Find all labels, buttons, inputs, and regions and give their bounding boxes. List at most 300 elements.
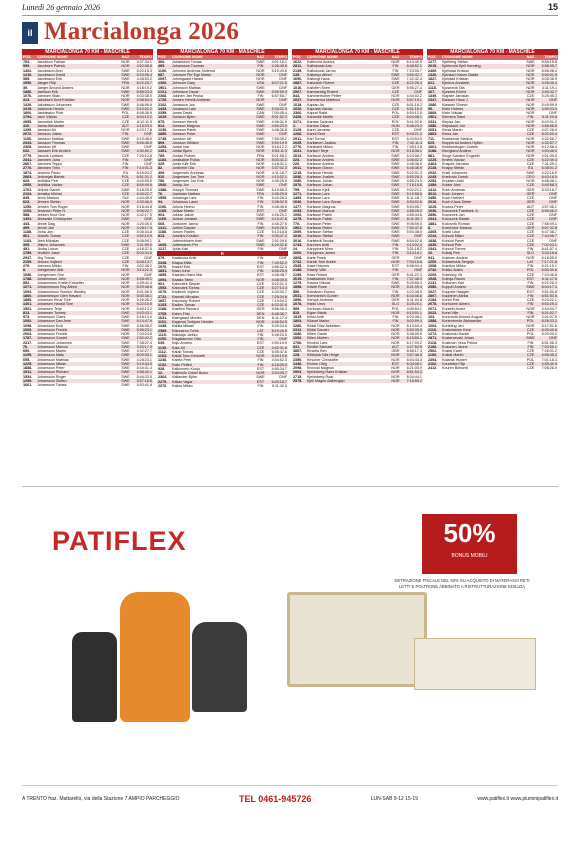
position-cell: 2856. [428, 213, 438, 217]
nation-cell: SWE [256, 119, 265, 124]
time-cell: 4:30:50.2 [136, 149, 152, 154]
position-cell: 1940. [158, 183, 168, 188]
time-cell: 3:43:17.3 [136, 344, 152, 349]
nation-cell: CZE [391, 128, 400, 132]
nation-cell: SWE [121, 353, 130, 358]
nation-cell: POL [121, 111, 130, 115]
name-cell: Jonsson Peter [172, 132, 196, 137]
position-cell: 1388. [158, 187, 168, 192]
table-row [22, 383, 153, 387]
nation-cell: SWE [391, 200, 400, 205]
position-cell: 753. [23, 60, 31, 64]
name-cell: Jensen Stefan [37, 200, 61, 205]
position-cell: 904. [158, 213, 166, 217]
name-cell: Klopperud Anders Hyllen [442, 140, 483, 145]
nation-cell: ITA [527, 166, 534, 171]
time-cell: 7:19:04.3 [271, 298, 287, 303]
name-cell: Karlsson Anders [307, 157, 334, 162]
position-cell: 2615. [293, 276, 303, 281]
time-cell: 5:58:35.7 [541, 64, 557, 69]
time-cell: DNF [279, 208, 287, 213]
nation-cell: NOR [391, 323, 400, 328]
name-cell: Kjell Magne Aalbergsjo [307, 378, 345, 383]
position-cell: 1196. [158, 68, 168, 73]
ad-website[interactable]: www.patiflex.it www.piuminipatiflex.it [477, 796, 558, 802]
column-title: MARCIALONGA 70 KM - MASCHILE [22, 49, 153, 55]
nation-cell: SWE [391, 174, 400, 179]
name-cell: Jentzsch Peter H. [37, 208, 67, 213]
time-cell: 4:11:16.7 [271, 170, 287, 175]
position-cell: 1665. [158, 242, 168, 247]
position-cell: 1078. [293, 302, 303, 307]
position-cell: 1225. [428, 157, 438, 162]
position-cell: 1200. [428, 259, 438, 264]
time-cell: DNF [549, 98, 557, 103]
name-cell: Korhonen Antero [442, 302, 470, 307]
time-cell: 5:51:50.8 [541, 289, 557, 294]
nation-cell: SWE [391, 179, 400, 183]
name-cell: Janoušek Martin [37, 119, 65, 124]
position-cell: 2722. [158, 294, 168, 299]
time-cell: 8:51:54.3 [406, 370, 422, 375]
time-cell: DNF [549, 196, 557, 200]
time-cell: DNF [279, 72, 287, 77]
position-cell: 2672. [23, 132, 33, 137]
name-cell: Kosonen Janne [442, 344, 468, 349]
position-cell: 1271. [293, 191, 303, 196]
time-cell: 4:43:43.1 [136, 310, 152, 315]
nation-cell: CZE [526, 196, 535, 200]
time-cell: 4:27:53.9 [406, 344, 422, 349]
nation-cell: NOR [391, 357, 400, 362]
time-cell: 6:21:05.9 [406, 366, 422, 370]
nation-cell: FIN [527, 344, 534, 349]
position-cell: 2075. [428, 302, 438, 307]
time-cell: DNF [144, 255, 152, 260]
nation-cell: SWE [256, 123, 265, 128]
position-cell: 1411. [158, 225, 168, 230]
position-cell: 789. [158, 153, 166, 158]
time-cell: 6:29:48.8 [136, 285, 152, 290]
nation-cell: SWE [121, 140, 130, 145]
time-cell: 9:02:59.4 [406, 319, 422, 324]
position-cell: 559. [293, 289, 301, 294]
time-cell: 5:20:00.0 [541, 332, 557, 336]
nation-cell: CZE [526, 217, 535, 222]
name-cell: Johansson Fredrik [37, 332, 68, 336]
name-cell: Kokalj Petr [442, 251, 460, 256]
nation-cell: LAT [527, 259, 534, 264]
nation-cell: NOR [256, 371, 265, 375]
nation-cell: NOR [526, 153, 535, 158]
name-cell: Kilavet Marko [307, 319, 330, 324]
name-cell: Karlsson Peter [307, 221, 332, 226]
position-cell: 1195. [23, 353, 33, 358]
nation-cell: FIN [257, 247, 264, 251]
name-cell: Jelinek Daniel [37, 187, 60, 192]
position-cell: 973. [23, 315, 31, 319]
nation-cell: EST [256, 273, 265, 278]
name-cell: Kjellstad Kristian [442, 68, 470, 73]
name-cell: Johansson Marcus [37, 344, 68, 349]
time-cell: 5:40:38.1 [136, 293, 152, 298]
name-cell: Kaplan Jiri [307, 102, 325, 107]
nation-cell: NOR [526, 106, 535, 111]
position-cell: 2023. [428, 310, 438, 315]
position-cell: 2348. [158, 260, 168, 265]
time-cell: 4:48:53.2 [136, 77, 152, 81]
nation-cell: FRA [256, 191, 265, 196]
name-cell: Korseth Andre [442, 306, 466, 311]
position-cell: 103. [428, 315, 436, 319]
nation-cell: USA [256, 81, 265, 86]
nation-cell: NOR [256, 174, 265, 179]
name-cell: Jacobsen Patrick [37, 64, 66, 69]
name-cell: Kaergaard Morten [172, 315, 202, 320]
time-cell: 6:50:12.5 [406, 111, 422, 115]
position-cell: 2394. [428, 357, 438, 362]
nation-cell: GER [526, 200, 535, 205]
time-cell: 4:01:16.1 [271, 60, 287, 64]
name-cell: Johansson Roger [37, 374, 66, 379]
nation-cell: SWE [121, 315, 130, 319]
time-cell: 4:52:08.8 [136, 64, 152, 69]
column-header: NAZ [391, 55, 400, 59]
time-cell: DNF [279, 247, 287, 251]
advertisement[interactable] [22, 490, 558, 815]
time-cell: 4:18:37.5 [136, 247, 152, 251]
position-cell: 1115. [158, 332, 167, 337]
position-cell: 1009. [23, 327, 33, 332]
time-cell: 4:50:19.9 [271, 341, 287, 346]
name-cell: Kemmerich Gunter [307, 293, 338, 298]
name-cell: Karlsson Lars Goran [307, 200, 341, 205]
nation-cell: FIN [257, 362, 264, 367]
name-cell: Kallander Björn [172, 375, 198, 380]
nation-cell: NOR [121, 64, 130, 69]
position-cell: 1402. [23, 68, 33, 73]
position-cell: 844. [293, 94, 301, 98]
nation-cell: CZE [256, 290, 265, 295]
nation-cell: NOR [256, 162, 265, 166]
name-cell: Kohout Tommi [442, 247, 466, 251]
nation-cell: NOR [121, 298, 130, 302]
nation-cell: NOR [391, 293, 400, 298]
position-cell: 2344. [23, 140, 33, 145]
time-cell: 7:02:03.1 [541, 242, 557, 247]
name-cell: Jindra Lubos [37, 247, 59, 251]
position-cell: 1631. [158, 315, 168, 320]
position-cell: 1115. [428, 85, 437, 90]
name-cell: Kolasinskis Sergejs [442, 259, 474, 264]
nation-cell: FIN [257, 256, 264, 261]
position-cell: 128. [293, 353, 301, 358]
column-header: POS [428, 55, 436, 59]
name-cell: Jeannin Paolo [37, 170, 61, 175]
name-cell: Kiviloo Oleg [307, 361, 327, 366]
time-cell: 6:15:55.1 [406, 336, 422, 341]
nation-cell: POL [391, 306, 400, 311]
position-cell: 1443. [158, 106, 168, 111]
time-cell: 5:48:20.2 [406, 123, 422, 128]
nation-cell: FRA [121, 81, 130, 86]
ad-mattress-image [414, 638, 536, 690]
nation-cell: NOR [526, 315, 535, 319]
time-cell: 4:32:57.7 [541, 140, 557, 145]
nation-cell: SWE [121, 77, 130, 81]
alphabet-divider: K [157, 251, 288, 256]
name-cell: Kaju Andres [172, 341, 192, 346]
name-cell: Jonsson Henrik [172, 119, 198, 124]
time-cell: 4:39:42.4 [136, 281, 152, 285]
nation-cell: SWE [256, 242, 265, 247]
nation-cell: CZE [256, 303, 265, 307]
time-cell: 4:44:04.7 [541, 306, 557, 311]
name-cell: Jansson Ulf [37, 145, 57, 149]
position-cell: 2412. [428, 366, 438, 370]
position-cell: 1961. [158, 85, 168, 90]
name-cell: Jonsson Ulf [172, 136, 192, 141]
name-cell: Joensuu Mikko [37, 264, 62, 268]
nation-cell: NOR [391, 98, 400, 103]
name-cell: Kjeldsberg Roar [307, 374, 334, 379]
nation-cell: SLO [526, 251, 535, 256]
position-cell: 981. [428, 153, 436, 158]
name-cell: Koren Petr [442, 298, 460, 302]
name-cell: Kjellberg Stefan [442, 60, 469, 64]
time-cell: 4:22:16.9 [541, 170, 557, 175]
time-cell: 4:15:33.0 [136, 123, 152, 128]
name-cell: Korsmoth Amund August [442, 315, 483, 319]
name-cell: Jedlička Petr [37, 179, 59, 183]
name-cell: Johansson Claes [37, 315, 66, 319]
nation-cell: CZE [256, 281, 265, 286]
position-cell: 2104. [23, 191, 33, 196]
nation-cell: SWE [256, 132, 265, 137]
time-cell: 5:34:02.0 [271, 106, 287, 111]
time-cell: 7:26:01.2 [541, 349, 557, 353]
nation-cell: SWE [256, 187, 265, 192]
time-cell: 6:16:55.9 [541, 255, 557, 260]
position-cell: 2312. [293, 327, 303, 332]
name-cell: Kallunneto Kuujo [172, 366, 200, 371]
name-cell: Kalousek Robert [307, 81, 335, 86]
position-cell: 2347. [428, 98, 438, 103]
position-cell: 2279. [158, 379, 168, 384]
nation-cell: EST [391, 136, 400, 141]
name-cell: Kerbusio Marcin [307, 306, 334, 311]
nation-cell: POL [526, 268, 535, 273]
nation-cell: FIN [257, 383, 264, 388]
name-cell: Janssen Erik Anders [37, 149, 71, 154]
nation-cell: SWE [256, 102, 265, 107]
position-cell: 1491. [23, 217, 33, 222]
time-cell: 5:53:05.7 [406, 204, 422, 209]
position-cell: 2199. [293, 272, 303, 277]
name-cell: Knapp Stefan [442, 166, 465, 171]
nation-cell: FIN [122, 166, 129, 171]
time-cell: 6:48:52.1 [406, 64, 422, 69]
position-cell: 2545. [293, 264, 303, 268]
nation-cell: FIN [257, 337, 264, 341]
ad-phone[interactable]: TEL 0461-945726 [238, 794, 312, 804]
name-cell: Karppinen Mirro [307, 247, 334, 251]
position-cell: 1098. [23, 323, 33, 328]
nation-cell: NOR [121, 285, 130, 290]
nation-cell: NOR [391, 94, 400, 98]
nation-cell: FIN [257, 332, 264, 337]
position-cell: 223. [293, 157, 301, 162]
column-header: POS [293, 55, 301, 59]
time-cell: 5:33:18.7 [541, 187, 557, 192]
nation-cell: NOR [391, 353, 400, 358]
column-header: TEMPO [139, 55, 152, 59]
nation-cell: NOR [526, 85, 535, 90]
position-cell: 1253. [158, 145, 168, 149]
position-cell: 1306. [158, 81, 168, 86]
nation-cell: SWE [121, 327, 130, 332]
nation-cell: SWE [256, 225, 265, 230]
name-cell: Jordal Bjørn [172, 149, 192, 154]
time-cell: 6:07:21.5 [271, 81, 287, 86]
nation-cell: SWE [121, 344, 130, 349]
nation-cell: NOR [526, 102, 535, 107]
time-cell: 8:54:02.8 [406, 238, 422, 243]
position-cell: 313. [23, 98, 31, 103]
name-cell: Knell Johannes [442, 170, 468, 175]
nation-cell: NOR [526, 179, 535, 183]
position-cell: 1885. [23, 298, 33, 302]
time-cell: 4:32:06.7 [541, 136, 557, 141]
time-cell: DNF [279, 256, 287, 261]
position-cell: 2015. [428, 64, 438, 69]
name-cell: Koch Johann [442, 191, 464, 196]
time-cell: 4:26:40.4 [541, 81, 557, 86]
nation-cell: EST [526, 276, 535, 281]
name-cell: Joseph Thomas [172, 187, 199, 192]
name-cell: Kmeto Václav [442, 157, 465, 162]
time-cell: 5:22:01.3 [271, 281, 287, 286]
nation-cell: NOR [121, 98, 130, 103]
position-cell: 1075. [158, 290, 168, 295]
name-cell: Kocourek Frantisek Jr. [442, 208, 479, 213]
time-cell: 4:02:38.2 [136, 264, 152, 268]
position-cell: 1183. [158, 157, 168, 162]
time-cell: 6:40:18.7 [271, 379, 287, 384]
nation-cell: FIN [527, 302, 534, 307]
name-cell: Jonsson William [172, 140, 199, 145]
nation-cell: NOR [391, 378, 400, 383]
position-cell: 39. [23, 85, 29, 90]
name-cell: Jarvinen Juha [37, 157, 60, 162]
nation-cell: FIN [527, 247, 534, 251]
nation-cell: SWE [121, 149, 130, 154]
time-cell: DNF [549, 111, 557, 115]
position-cell: 2102. [158, 102, 168, 107]
nation-cell: NOR [256, 277, 265, 282]
time-cell: 6:56:08.4 [541, 68, 557, 73]
nation-cell: CZE [121, 255, 130, 260]
position-cell: 621. [428, 81, 436, 86]
position-cell: 1745. [158, 136, 168, 141]
time-cell: 4:28:23.1 [136, 357, 152, 362]
name-cell: Kaakkosa Antti [172, 256, 197, 261]
time-cell: 5:23:06.4 [136, 72, 152, 77]
name-cell: Kahila Mikael [172, 324, 194, 329]
time-cell: DNF [144, 145, 152, 149]
nation-cell: CZE [121, 259, 130, 264]
name-cell: Kardos Oskar [307, 123, 330, 128]
position-cell: 588. [23, 213, 31, 217]
time-cell: 6:03:34.6 [136, 251, 152, 256]
time-cell: 4:33:00.7 [271, 290, 287, 295]
position-cell: 1169. [158, 217, 168, 222]
ad-address: A TRENTO fraz. Mattarello, via della Stazione 7 AMPIO PARCHEGGIO [22, 796, 180, 802]
name-cell: Joergensen Ove [37, 272, 65, 277]
time-cell: 6:10:01.1 [406, 310, 422, 315]
nation-cell: CZE [391, 89, 400, 94]
position-cell: 899. [158, 140, 166, 145]
time-cell: 6:48:13.7 [136, 259, 152, 264]
name-cell: Kaarel Erki [172, 264, 191, 269]
time-cell: 8:58:17.4 [406, 349, 422, 353]
name-cell: Jankiewicz Piotr [37, 111, 64, 115]
time-cell: 4:28:17.5 [136, 225, 152, 230]
position-cell: 2428. [293, 115, 303, 120]
name-cell: Joergensen Atle [37, 268, 64, 273]
position-cell: 1896. [293, 298, 303, 302]
nation-cell: FIN [257, 324, 264, 329]
nation-cell: POL [121, 174, 130, 179]
position-cell: 825. [23, 179, 31, 183]
nation-cell: SWE [121, 336, 130, 341]
nation-cell: CZE [391, 81, 400, 86]
nation-cell: GER [256, 307, 265, 312]
nation-cell: SWE [256, 183, 265, 188]
name-cell: Jirovec Vojtech [37, 259, 62, 264]
time-cell: 7:01:18.3 [541, 357, 557, 362]
name-cell: Järvinen Timo [37, 166, 60, 171]
name-cell: Jaeger Amund Anders [37, 85, 74, 90]
name-cell: Juhola Heimo [172, 204, 195, 209]
time-cell: 6:11:17.6 [541, 276, 557, 281]
nation-cell: NOR [121, 272, 130, 277]
name-cell: Kallesnik Odvar Braur [172, 371, 208, 375]
position-cell: 1279. [293, 281, 303, 285]
time-cell: 5:57:19.1 [406, 98, 422, 103]
time-cell: 3:40:32.7 [541, 89, 557, 94]
time-cell: 6:53:39.0 [406, 327, 422, 332]
position-cell: 632. [23, 149, 31, 154]
name-cell: Kacnek Miroslav [172, 294, 200, 299]
nation-cell: SWE [391, 238, 400, 243]
name-cell: Johansson Peter [37, 366, 65, 370]
name-cell: Johnson Gary [172, 81, 195, 86]
position-cell: 3171. [293, 119, 303, 124]
nation-cell: AUT [526, 204, 535, 209]
position-cell: 1641. [293, 149, 303, 154]
nation-cell: NOR [121, 204, 130, 209]
nation-cell: CZE [121, 115, 130, 120]
badge-percent: 50% [443, 518, 496, 548]
time-cell: 5:53:28.3 [406, 174, 422, 179]
position-cell: 76. [158, 191, 164, 196]
nation-cell: SWE [121, 72, 130, 77]
nation-cell: CAN [256, 111, 265, 115]
time-cell: 5:40:58.3 [541, 183, 557, 188]
name-cell: Klima Jan [442, 132, 459, 137]
position-cell: 1787. [23, 336, 33, 341]
